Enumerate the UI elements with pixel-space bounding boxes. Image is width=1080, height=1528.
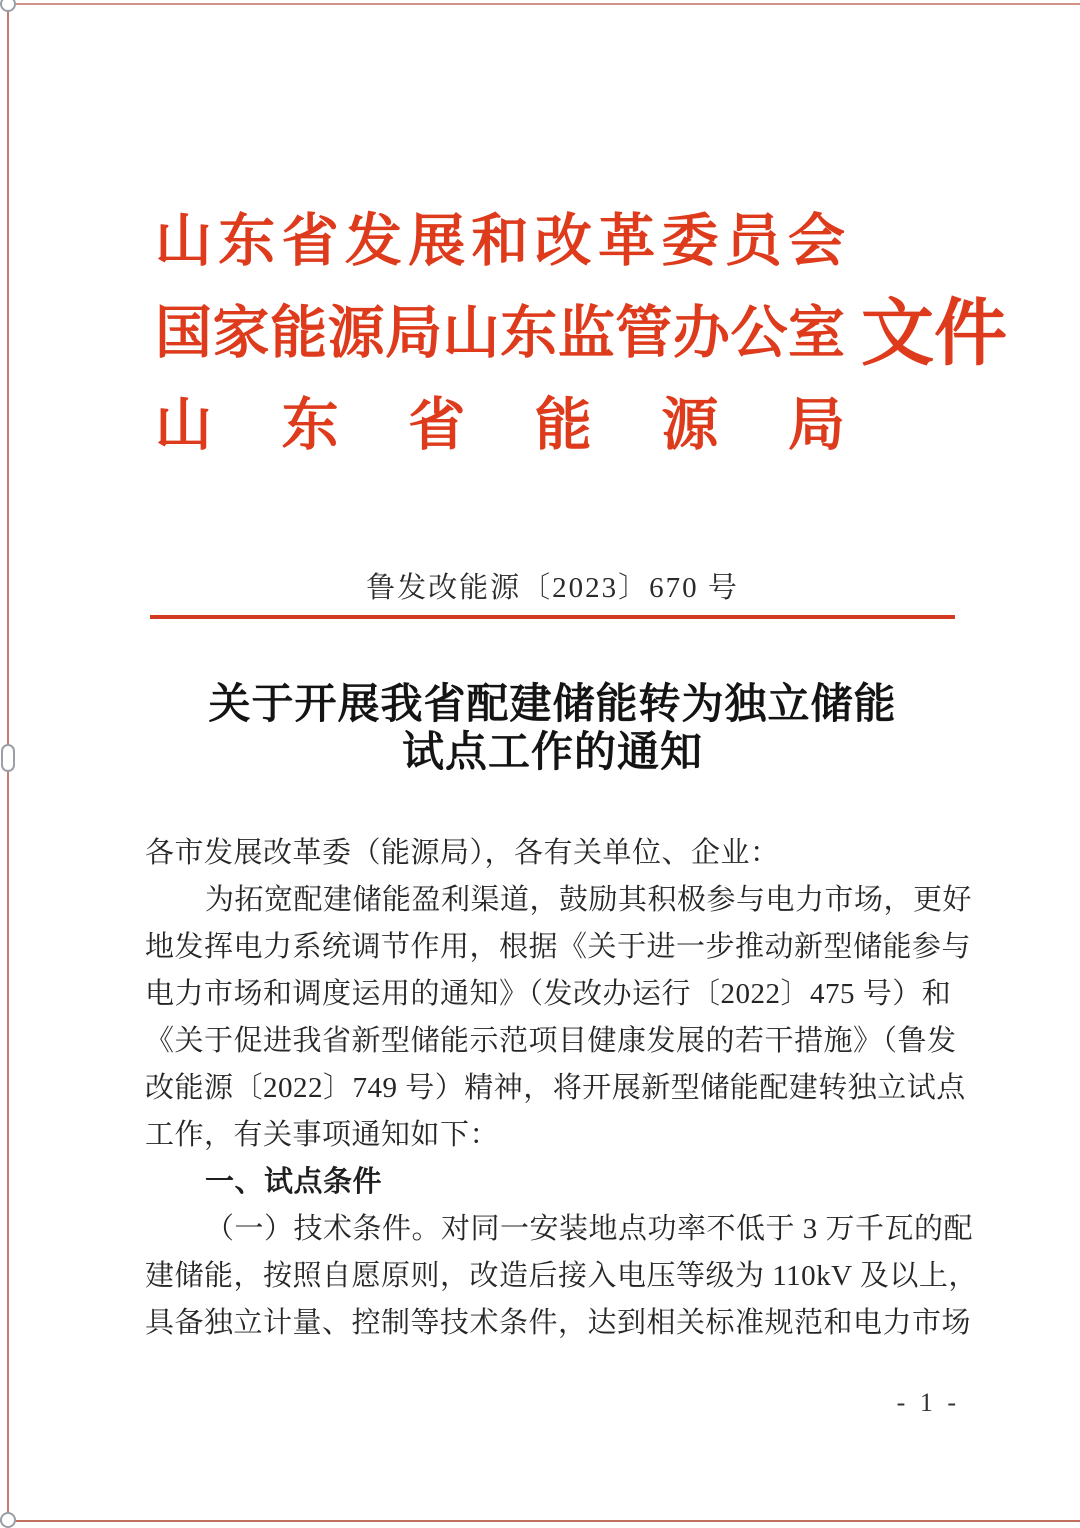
document-title xyxy=(145,681,960,777)
agency-line-1: 山东省发展和改革委员会 xyxy=(155,210,845,273)
title-line-1: 关于开展我省配建储能转为独立储能 xyxy=(208,682,897,728)
body-line: 改能源〔2022〕749 号）精神，将开展新型储能配建转独立试点 xyxy=(145,1072,966,1104)
body-line: 工作，有关事项通知如下： xyxy=(145,1119,500,1151)
body-line: （一）技术条件。对同一安装地点功率不低于 3 万千瓦的配 xyxy=(205,1213,974,1245)
section-heading: 一、试点条件 xyxy=(205,1166,383,1198)
selection-handle-top-left[interactable] xyxy=(0,0,16,12)
body-line: 具备独立计量、控制等技术条件，达到相关标准规范和电力市场 xyxy=(145,1307,972,1339)
selection-border-top xyxy=(0,3,1080,5)
agency-line-3: 山东省能源局 xyxy=(155,394,845,457)
agency-names xyxy=(155,196,845,472)
body-line: 地发挥电力系统调节作用，根据《关于进一步推动新型储能参与 xyxy=(145,931,972,963)
selection-handle-bottom-left[interactable] xyxy=(0,1512,16,1528)
page-number: - 1 - xyxy=(896,1388,960,1417)
red-letterhead xyxy=(155,196,1007,472)
agency-line-2: 国家能源局山东监管办公室 xyxy=(155,302,845,365)
salutation-line: 各市发展改革委（能源局），各有关单位、企业： xyxy=(145,837,780,869)
red-divider-line xyxy=(150,615,955,619)
selection-border-bottom xyxy=(0,1520,1080,1522)
doc-type-label: 文件 xyxy=(861,293,1007,374)
body-line: 《关于促进我省新型储能示范项目健康发展的若干措施》（鲁发 xyxy=(145,1025,957,1057)
body-line: 为拓宽配建储能盈利渠道，鼓励其积极参与电力市场，更好 xyxy=(205,884,973,916)
body-line: 电力市场和调度运用的通知》（发改办运行〔2022〕475 号）和 xyxy=(145,978,952,1010)
body-line: 建储能，按照自愿原则，改造后接入电压等级为 110kV 及以上， xyxy=(145,1260,978,1292)
document-page xyxy=(145,0,1007,1418)
document-number: 鲁发改能源〔2023〕670 号 xyxy=(366,572,739,604)
selection-handle-left-middle[interactable] xyxy=(1,744,15,772)
document-body xyxy=(145,830,978,1347)
title-line-2: 试点工作的通知 xyxy=(401,730,703,776)
